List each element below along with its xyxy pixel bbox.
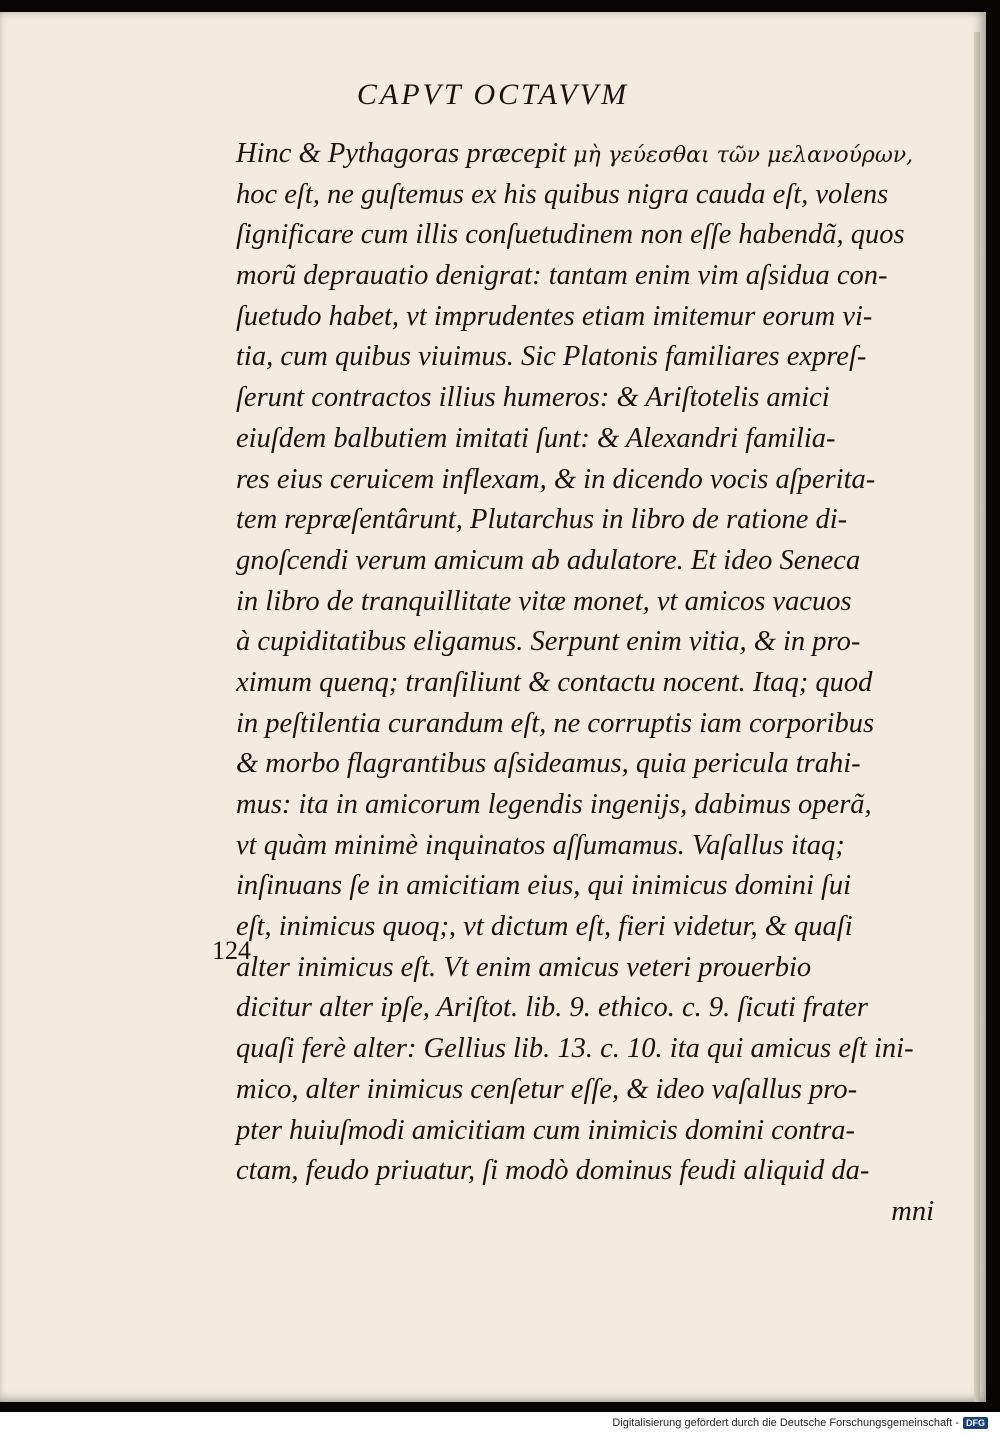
text-line: ximum quenq; tranſiliunt & contactu nocent. Itaq; quod bbox=[236, 666, 873, 698]
text-line: vt quàm minimè inquinatos aſſumamus. Vaſallus itaq; bbox=[236, 829, 845, 861]
text-line: inſinuans ſe in amicitiam eius, qui inimicus domini ſui bbox=[236, 870, 852, 902]
text-line: alter inimicus eſt. Vt enim amicus veteri prouerbio bbox=[236, 951, 812, 983]
body-text bbox=[236, 134, 936, 1233]
text-line: eiuſdem balbutiem imitati ſunt: & Alexandri familia- bbox=[236, 422, 836, 454]
text-line: pter huiuſmodi amicitiam cum inimicis domini contra- bbox=[236, 1114, 856, 1146]
catchword: mni bbox=[891, 1195, 934, 1227]
text-line: ſuetudo habet, vt imprudentes etiam imitemur eorum vi- bbox=[236, 300, 873, 332]
greek-phrase: μὴ γεύεσθαι τῶν μελανούρων, bbox=[573, 143, 914, 168]
text-line: & morbo flagrantibus aſsideamus, quia pericula trahi- bbox=[236, 748, 861, 780]
book-page bbox=[0, 12, 986, 1402]
text-line: in peſtilentia curandum eſt, ne corruptis iam corporibus bbox=[236, 707, 875, 739]
text-line: hoc eſt, ne guſtemus ex his quibus nigra cauda eſt, volens bbox=[236, 178, 889, 210]
text-line: tia, cum quibus viuimus. Sic Platonis familiares expreſ- bbox=[236, 341, 867, 373]
dfg-logo[interactable]: DFG bbox=[963, 1417, 988, 1429]
text-line: morũ deprauatio denigrat: tantam enim vim aſsidua con- bbox=[236, 260, 888, 292]
text-line: res eius ceruicem inflexam, & in dicendo vocis aſperita- bbox=[236, 463, 876, 495]
text-line-1: Hinc & Pythagoras præcepit μὴ γεύεσθαι τῶν μελανούρων, bbox=[236, 138, 914, 169]
text-line: ſignificare cum illis conſuetudinem non eſſe habendã, quos bbox=[236, 219, 905, 251]
text-line: mus: ita in amicorum legendis ingenijs, dabimus operã, bbox=[236, 789, 872, 820]
text-line: dicitur alter ipſe, Ariſtot. lib. 9. ethico. c. 9. ſicuti frater bbox=[236, 992, 868, 1024]
text-line: à cupiditatibus eligamus. Serpunt enim vitia, & in pro- bbox=[236, 626, 861, 658]
footer-credit-text: Digitalisierung gefördert durch die Deutsche Forschungsgemeinschaft - bbox=[612, 1417, 959, 1429]
footer-credit bbox=[612, 1417, 988, 1429]
text-line: gnoſcendi verum amicum ab adulatore. Et ideo Seneca bbox=[236, 544, 861, 576]
page-header: CAPVT OCTAVVM bbox=[356, 78, 630, 111]
page-edge bbox=[974, 32, 980, 1402]
text-line: ſerunt contractos illius humeros: & Ariſtotelis amici bbox=[236, 382, 830, 414]
text-line: eſt, inimicus quoq;, vt dictum eſt, fieri videtur, & quaſi bbox=[236, 911, 853, 943]
text-line: ctam, feudo priuatur, ſi modò dominus feudi aliquid da- bbox=[236, 1155, 870, 1187]
text-line: quaſi ferè alter: Gellius lib. 13. c. 10. ita qui amicus eſt ini- bbox=[236, 1033, 914, 1065]
text-line: tem repræſentârunt, Plutarchus in libro de ratione di- bbox=[236, 504, 848, 536]
margin-number: 124 bbox=[212, 936, 251, 965]
text-line: mico, alter inimicus cenſetur eſſe, & ideo vaſallus pro- bbox=[236, 1073, 858, 1105]
text-line: in libro de tranquillitate vitæ monet, vt amicos vacuos bbox=[236, 585, 852, 617]
